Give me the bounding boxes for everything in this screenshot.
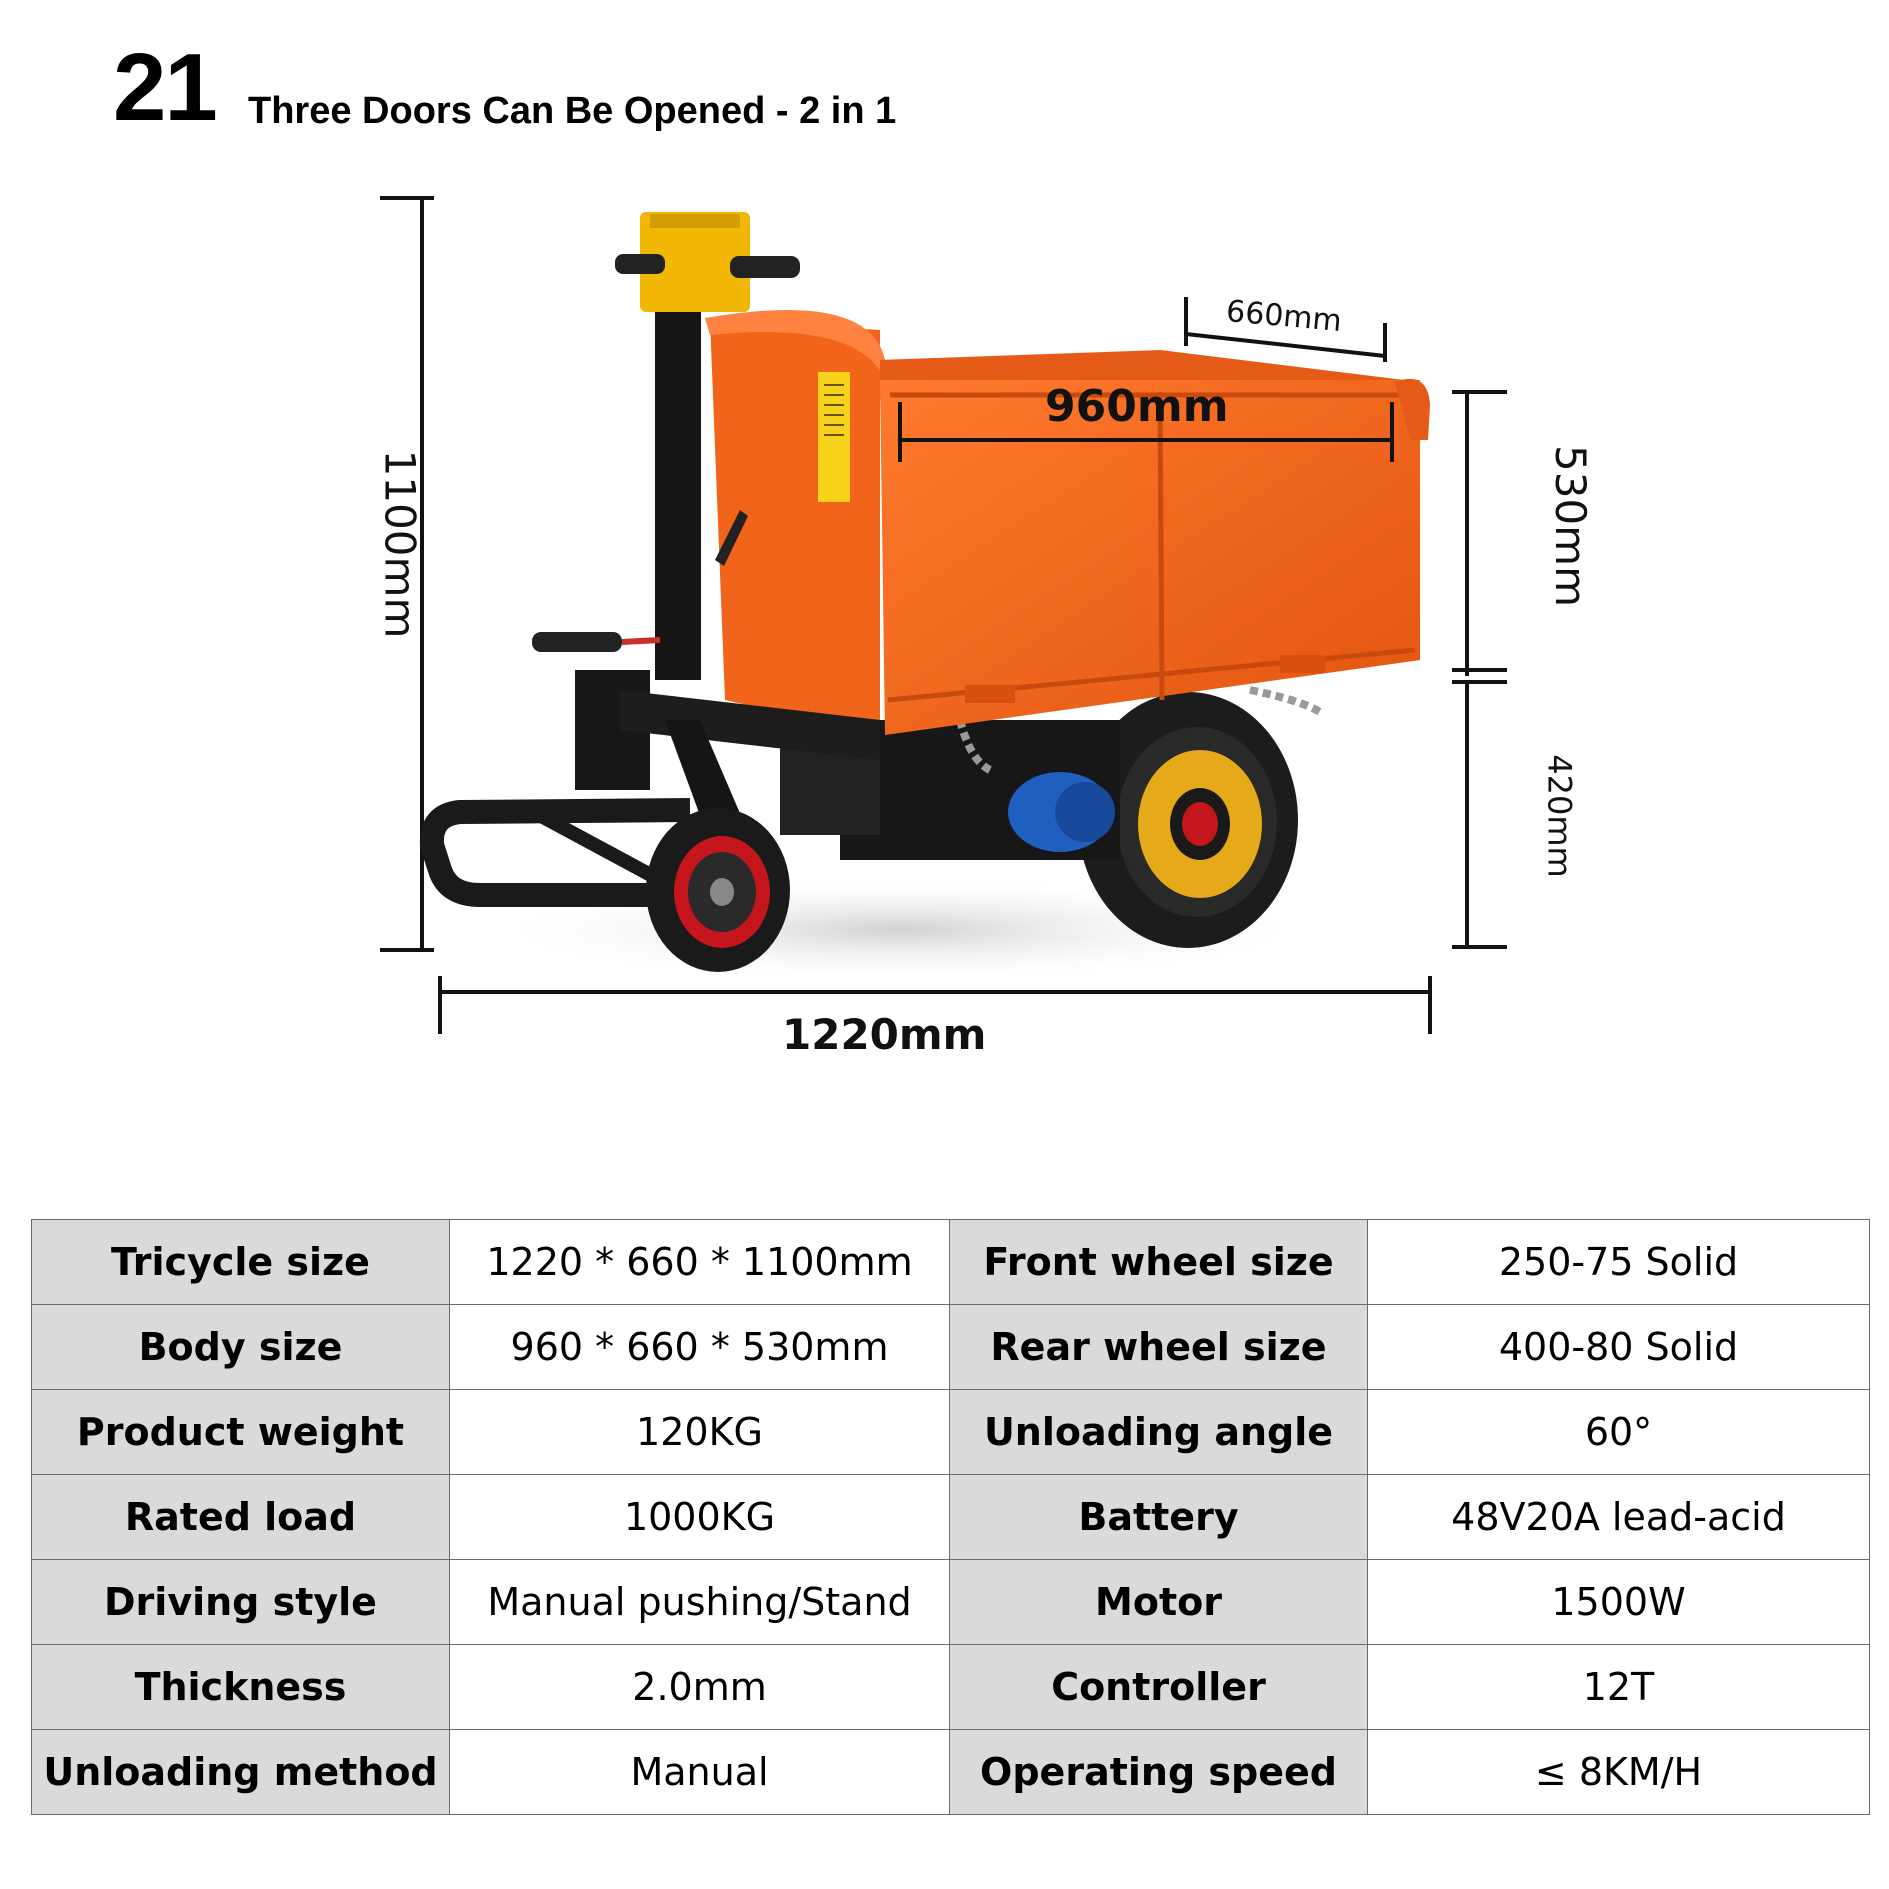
spec-value: 120KG: [450, 1390, 950, 1475]
spec-key: Driving style: [32, 1560, 450, 1645]
table-row: [32, 1645, 1870, 1730]
spec-value: ≤ 8KM/H: [1368, 1730, 1870, 1815]
body-width-dimension-label: 660mm: [1224, 294, 1344, 339]
spec-value: 960 * 660 * 530mm: [450, 1305, 950, 1390]
spec-key: Operating speed: [950, 1730, 1368, 1815]
spec-value: 1500W: [1368, 1560, 1870, 1645]
table-row: [32, 1560, 1870, 1645]
spec-key: Motor: [950, 1560, 1368, 1645]
body-height-dimension-label: 530mm: [1546, 445, 1595, 607]
spec-key: Body size: [32, 1305, 450, 1390]
headline: Three Doors Can Be Opened - 2 in 1: [248, 90, 897, 132]
length-dimension-label: 1220mm: [782, 1010, 987, 1059]
spec-value: 60°: [1368, 1390, 1870, 1475]
spec-value: 48V20A lead-acid: [1368, 1475, 1870, 1560]
spec-key: Rated load: [32, 1475, 450, 1560]
spec-key: Front wheel size: [950, 1220, 1368, 1305]
spec-value: 2.0mm: [450, 1645, 950, 1730]
spec-key: Controller: [950, 1645, 1368, 1730]
table-row: [32, 1475, 1870, 1560]
table-row: [32, 1390, 1870, 1475]
spec-key: Unloading angle: [950, 1390, 1368, 1475]
cargo-body: [705, 310, 1430, 735]
model-number: 21: [113, 34, 216, 141]
ground-clearance-dimension-label: 420mm: [1540, 754, 1579, 878]
spec-key: Tricycle size: [32, 1220, 450, 1305]
height-dimension-label: 1100mm: [375, 449, 425, 639]
spec-value: 1000KG: [450, 1475, 950, 1560]
table-row: [32, 1730, 1870, 1815]
body-length-dimension-label: 960mm: [1045, 381, 1229, 432]
spec-key: Thickness: [32, 1645, 450, 1730]
spec-value: Manual: [450, 1730, 950, 1815]
front-wheel: [646, 808, 790, 972]
spec-key: Rear wheel size: [950, 1305, 1368, 1390]
spec-value: 400-80 Solid: [1368, 1305, 1870, 1390]
spec-key: Product weight: [32, 1390, 450, 1475]
table-row: [32, 1220, 1870, 1305]
spec-value: 1220 * 660 * 1100mm: [450, 1220, 950, 1305]
spec-key: Unloading method: [32, 1730, 450, 1815]
spec-table: [31, 1219, 1870, 1815]
spec-key: Battery: [950, 1475, 1368, 1560]
spec-value: Manual pushing/Stand: [450, 1560, 950, 1645]
spec-value: 12T: [1368, 1645, 1870, 1730]
spec-value: 250-75 Solid: [1368, 1220, 1870, 1305]
table-row: [32, 1305, 1870, 1390]
